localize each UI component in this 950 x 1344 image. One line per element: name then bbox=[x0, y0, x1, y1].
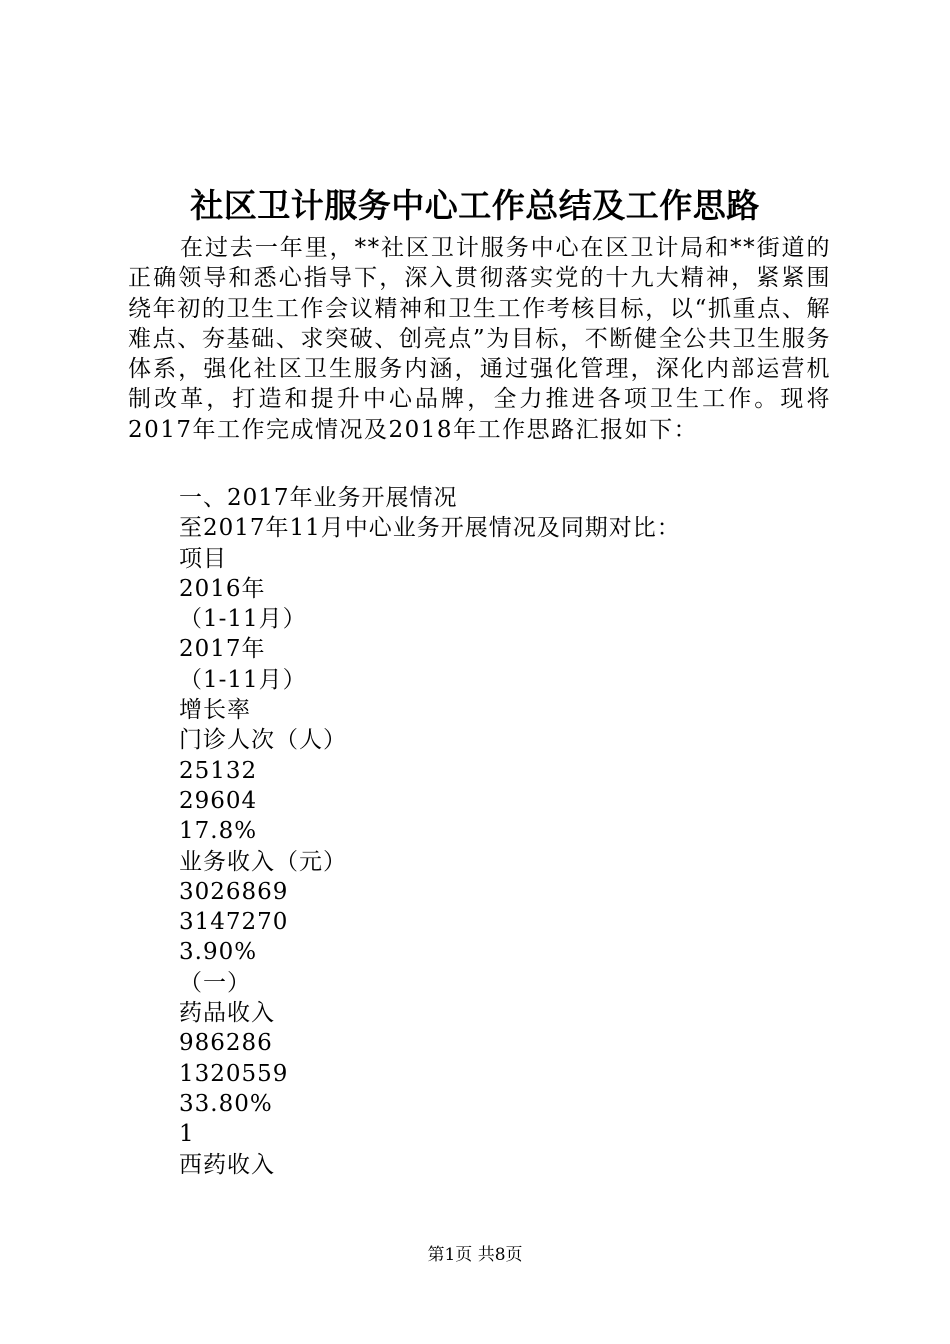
content-line: 3147270 bbox=[179, 909, 289, 936]
content-line: 项目 bbox=[179, 545, 227, 572]
content-line: 1 bbox=[179, 1121, 195, 1148]
content-line: 一、2017年业务开展情况 bbox=[179, 485, 458, 511]
content-line: 至2017年11月中心业务开展情况及同期对比： bbox=[179, 515, 681, 542]
content-line: 3026869 bbox=[179, 878, 289, 905]
content-line: （1-11月） bbox=[179, 666, 307, 693]
document-title: 社区卫计服务中心工作总结及工作思路 bbox=[190, 186, 760, 225]
intro-paragraph: 在过去一年里，**社区卫计服务中心在区卫计局和**街道的正确领导和悉心指导下，深入贯彻落实党的十九大精神，紧紧围绕年初的卫生工作会议精神和卫生工作考核目标，以“抓重点、解难点、夯基础、求突破、创亮点”为目标，不断健全公共卫生服务体系，强化社区卫生服务内涵，通过强化管理，深化内部运营机制改革，打造和提升中心品牌，全力推进各项卫生工作。现将2017年工作完成情况及2018年工作思路汇报如下： bbox=[128, 235, 831, 443]
content-line: 1320559 bbox=[179, 1060, 289, 1087]
content-line: 25132 bbox=[179, 757, 258, 784]
content-lines bbox=[179, 483, 829, 1180]
content-line: 增长率 bbox=[179, 697, 251, 724]
content-line: 3.90% bbox=[179, 939, 258, 966]
content-line: 2016年 bbox=[179, 575, 266, 602]
content-line: 2017年 bbox=[179, 636, 266, 663]
content-line: 33.80% bbox=[179, 1090, 273, 1117]
content-line: 986286 bbox=[179, 1030, 273, 1057]
content-line: 业务收入（元） bbox=[179, 848, 347, 875]
content-line: （一） bbox=[179, 969, 251, 996]
content-line: 门诊人次（人） bbox=[179, 727, 347, 754]
content-line: 17.8% bbox=[179, 818, 258, 845]
page-footer: 第1页 共8页 bbox=[427, 1245, 523, 1265]
content-line: （1-11月） bbox=[179, 606, 307, 633]
content-line: 29604 bbox=[179, 787, 258, 814]
content-line: 药品收入 bbox=[179, 1000, 275, 1027]
content-line: 西药收入 bbox=[179, 1151, 275, 1178]
